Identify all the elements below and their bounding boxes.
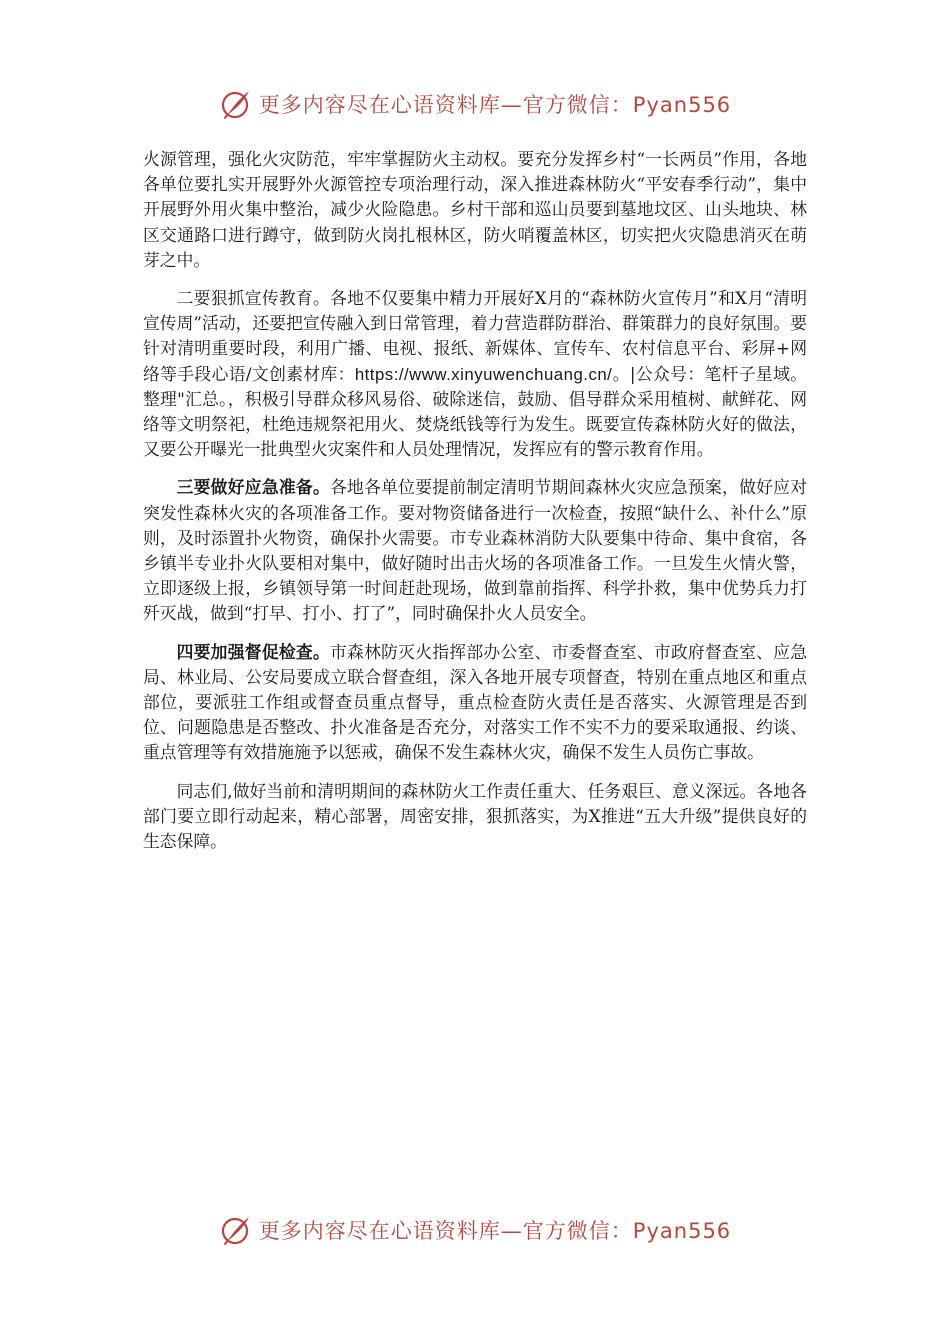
inspection-heading: 四要加强督促检查。 xyxy=(176,641,330,662)
paragraph-closing: 同志们,做好当前和清明期间的森林防火工作责任重大、任务艰巨、意义深远。各地各部门要立即行动起来，精心部署，周密安排，狠抓落实，为X推进“五大升级”提供良好的生态保障。 xyxy=(143,780,807,852)
publicity-text-a: 二要狠抓宣传教育。各地不仅要集中精力开展好X月的“森林防火宣传月”和X月“清明宣传周”活动，还要把宣传融入到日常管理，着力营造群防群治、群策群力的良好氛围。要针对清明重要时段，利用广播、电视、报纸、新媒体、宣传车、农村信息平台、彩屏+网络等手段心语/文创素材库： xyxy=(143,288,807,384)
footer-banner xyxy=(0,1210,950,1250)
source-url-link[interactable]: https://www.xinyuwenchuang.cn/ xyxy=(354,364,613,384)
paragraph-publicity xyxy=(143,286,807,462)
paragraph-emergency xyxy=(143,475,807,626)
paragraph-inspection xyxy=(143,640,807,766)
header-banner xyxy=(0,84,950,124)
footer-banner-text: 更多内容尽在心语资料库—官方微信：Pyan556 xyxy=(258,1219,732,1243)
document-body xyxy=(143,147,807,867)
emergency-heading: 三要做好应急准备。 xyxy=(176,477,330,498)
header-banner-text: 更多内容尽在心语资料库—官方微信：Pyan556 xyxy=(258,93,732,117)
paragraph-fire-source: 火源管理，强化火灾防范，牢牢掌握防火主动权。要充分发挥乡村“一长两员”作用，各地各单位要扎实开展野外火源管控专项治理行动，深入推进森林防火“平安春季行动”，集中开展野外用火集中整治，减少火险隐患。乡村干部和巡山员要到墓地坟区、山头地块、林区交通路口进行蹲守，做到防火岗扎根林区，防火哨覆盖林区，切实把火灾隐患消灭在萌芽之中。 xyxy=(143,149,807,270)
quill-logo-icon xyxy=(219,87,253,121)
publicity-text-b: 。|公众号：笔杆子星域。整理"汇总。，积极引导群众移风易俗、破除迷信，鼓励、倡导群众采用植树、献鲜花、网络等文明祭祀，杜绝违规祭祀用火、焚烧纸钱等行为发生。既要宣传森林防火好的做法，又要公开曝光一批典型火灾案件和人员处理情况，发挥应有的警示教育作用。 xyxy=(143,363,808,460)
emergency-text: 各地各单位要提前制定清明节期间森林火灾应急预案，做好应对突发性森林火灾的各项准备工作。要对物资储备进行一次检查，按照“缺什么、补什么”原则，及时添置扑火物资，确保扑火需要。市专业森林消防大队要集中待命、集中食宿，各乡镇半专业扑火队要相对集中，做好随时出击火场的各项准备工作。一旦发生火情火警，立即逐级上报，乡镇领导第一时间赶赴现场，做到靠前指挥、科学扑救，集中优势兵力打歼灭战，做到“打早、打小、打了”，同时确保扑火人员安全。 xyxy=(143,477,807,624)
inspection-text: 市森林防灭火指挥部办公室、市委督查室、市政府督查室、应急局、林业局、公安局要成立联合督查组，深入各地开展专项督查，特别在重点地区和重点部位，要派驻工作组或督查员重点督导，重点检查防火责任是否落实、火源管理是否到位、问题隐患是否整改、扑火准备是否充分，对落实工作不实不力的要采取通报、约谈、重点管理等有效措施施予以惩戒，确保不发生森林火灾，确保不发生人员伤亡事故。 xyxy=(143,641,807,763)
quill-logo-icon xyxy=(219,1213,253,1247)
